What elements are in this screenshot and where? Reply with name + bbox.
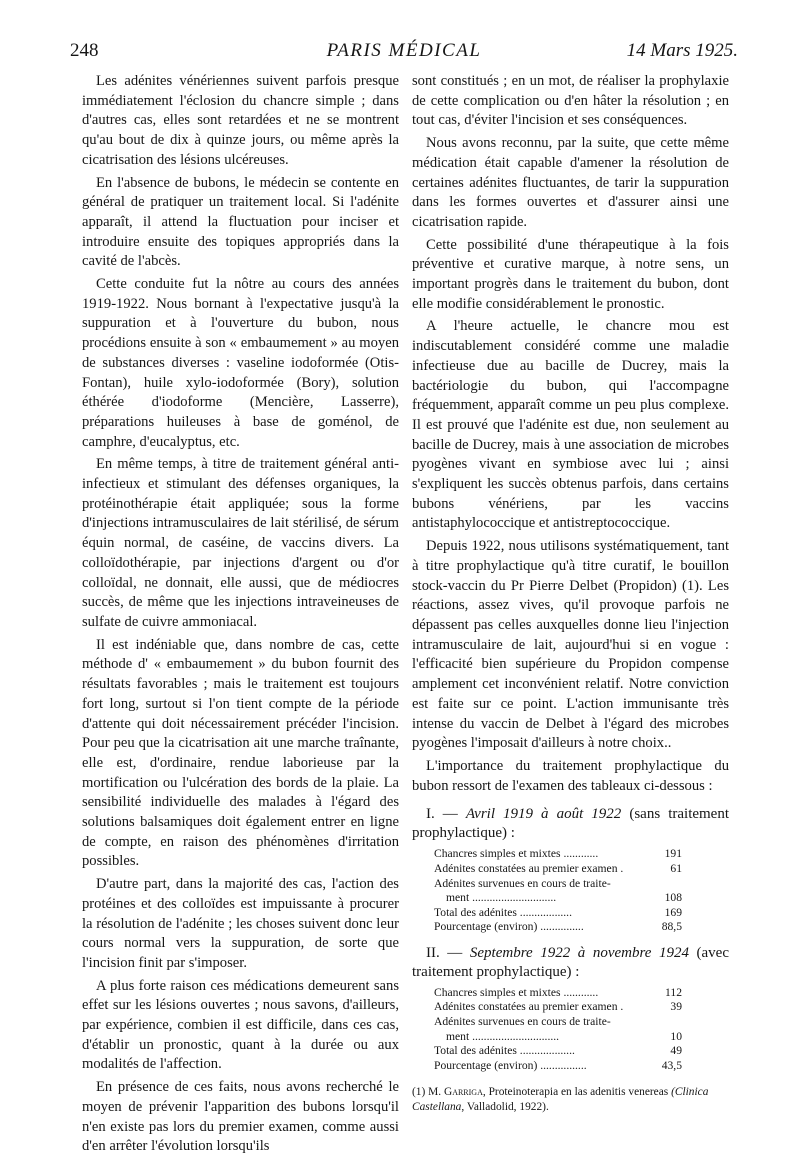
- right-column: [412, 72, 729, 1114]
- row-value: 61: [670, 861, 682, 875]
- row-label: Total des adénites ..................: [434, 905, 572, 919]
- table-row: [434, 862, 684, 877]
- table-2-number: II. —: [426, 944, 463, 961]
- table-row: [434, 920, 684, 935]
- row-label: Adénites constatées au premier examen .: [434, 861, 624, 875]
- row-label: Chancres simples et mixtes ............: [434, 847, 599, 861]
- page-number: 248: [70, 40, 99, 61]
- paragraph: Depuis 1922, nous utilisons systématiquement, tant à titre prophylactique qu'à titre curatif, le bouillon stock-vaccin du Pr Pierre Delbet (Propidon) (1). Les réactions, assez vives, qu'il provoque parfois ne dépassent pas celles auxquelles donne lieu l'injection intramusculaire de lait, aujourd'hui si en vogue : l'efficacité bien supérieure du Propidon compense amplement cet inconvénient relatif. Notre conviction est faite sur ce point. L'action immunisante très intense du vaccin de Delbet à l'égard des microbes pyogènes l'imposait d'ailleurs à notre choix..: [412, 538, 729, 752]
- table-row: [434, 1030, 684, 1045]
- row-value: 169: [664, 905, 682, 919]
- row-value: [648, 877, 684, 892]
- paragraph: L'importance du traitement prophylactique du bubon ressort de l'examen des tableaux ci-dessous :: [412, 757, 729, 794]
- paragraph: sont constitués ; en un mot, de réaliser la prophylaxie de cette complication ou d'en hâter la résolution ; en tout cas, d'éviter l'incision et ses conséquences.: [412, 73, 729, 129]
- table-1-number: I. —: [426, 806, 458, 823]
- row-label: Pourcentage (environ) ...............: [434, 920, 584, 934]
- row-value: 10: [670, 1029, 682, 1043]
- table-row: [434, 891, 684, 906]
- paragraph: A plus forte raison ces médications demeurent sans effet sur les lésions ouvertes ; nous savons, d'ailleurs, par expérience, combien il est difficile, dans ces cas, d'établir un pronostic, quant à la durée ou aux modalités de l'affection.: [82, 977, 399, 1073]
- row-label: ment .............................: [446, 891, 557, 905]
- table-row: [434, 877, 684, 892]
- row-value: [648, 1015, 684, 1030]
- table-1-period: Avril 1919 à août 1922: [465, 806, 622, 823]
- table-row: [434, 906, 684, 921]
- row-value: 49: [670, 1044, 682, 1058]
- paragraph: Cette possibilité d'une thérapeutique à la fois préventive et curative marque, à notre sens, un important progrès dans le traitement du bubon, dont elle modifie considérablement le pronostic.: [412, 236, 729, 312]
- table-2-period: Septembre 1922 à novembre 1924: [469, 944, 689, 961]
- paragraph: Les adénites vénériennes suivent parfois presque immédiatement l'éclosion du chancre simple ; dans d'autres cas, elles sont retardées et ne se montrent qu'au bout de dix à quinze jours, ou même après la cicatrisation des lésions ulcéreuses.: [82, 73, 399, 168]
- table-row: [434, 986, 684, 1001]
- row-value: 39: [670, 1000, 682, 1014]
- paragraph: En l'absence de bubons, le médecin se contente en général de pratiquer un traitement local. Si l'adénite apparaît, il attend la fluctuation pour inciser et introduire ensuite des topiques appropriés dans la cavité de l'abcès.: [82, 174, 399, 270]
- journal-title: PARIS MÉDICAL: [326, 40, 482, 61]
- paragraph: A l'heure actuelle, le chancre mou est indiscutablement considéré comme une maladie infectieuse due au bacille de Ducrey, mais la bactériologie du bubon, qui l'accompagne fréquemment, apparaît comme un peu plus complexe. Il est prouvé que l'adénite est due, non seulement au bacille de Ducrey, mais à une association de microbes pyogènes vivant en symbiose avec lui ; ainsi s'expliquent les succès obtenus parfois, dans certains bubons vénériens, par les vaccins antistaphylococcique et antistreptococcique.: [412, 318, 729, 532]
- table-1-heading: [412, 805, 729, 843]
- table-1-note: (sans traitement prophylactique) :: [412, 806, 730, 842]
- table-2: [434, 986, 684, 1074]
- paragraph: D'autre part, dans la majorité des cas, l'action des protéines et des colloïdes est impuissante à procurer la résolution de l'adénite ; les choses suivent donc leur cours normal vers la suppuration, de sorte que l'incision finit par s'imposer.: [82, 876, 399, 971]
- issue-date: 14 Mars 1925.: [626, 40, 738, 61]
- paragraph: Cette conduite fut la nôtre au cours des années 1919-1922. Nous bornant à l'expectative jusqu'à la suppuration et à l'ouverture du bubon, nous procédions ensuite à son « embaumement » au moyen de substances diverses : vaseline iodoformée (Otis-Fontan), huile xylo-iodoformée (Bory), solution éthérée d'iodoforme (Mencière, Lasserre), préparations huileuses à base de goménol, de camphre, d'eucalyptus, etc.: [82, 276, 399, 450]
- table-row: [434, 847, 684, 862]
- row-label: Pourcentage (environ) ................: [434, 1058, 587, 1072]
- row-label: Chancres simples et mixtes ............: [434, 985, 599, 999]
- row-value: 88,5: [661, 920, 682, 934]
- row-label: Adénites survenues en cours de traite-: [434, 1015, 611, 1029]
- left-column: [82, 72, 399, 1160]
- row-label: ment ..............................: [446, 1029, 560, 1043]
- paragraph: Nous avons reconnu, par la suite, que cette même médication était capable d'amener la résolution de certaines adénites fluctuantes, de tarir la suppuration dans les formes ouvertes et d'assurer ainsi une cicatrisation rapide.: [412, 135, 729, 230]
- page-header: [70, 40, 738, 64]
- footnote-title: , Proteinoterapia en las adenitis venereas: [482, 1086, 669, 1099]
- row-value: 112: [665, 985, 682, 999]
- footnote-author: Garriga: [443, 1086, 483, 1099]
- footnote: [412, 1085, 729, 1114]
- row-value: 108: [664, 891, 682, 905]
- footnote-rest: , Valladolid, 1922).: [461, 1100, 549, 1113]
- table-2-note: (avec traitement prophylactique) :: [412, 944, 729, 980]
- paragraph: En même temps, à titre de traitement général anti-infectieux et stimulant des défenses organiques, la protéinothérapie était appliquée; sous la forme d'injections intramusculaires de lait stérilisé, de sérum équin normal, de caséine, de vaccins divers. La colloïdothérapie, par injections d'argent ou d'or colloïdal, ne donnait, elle aussi, que de médiocres succès, de même que les injections intraveineuses de sulfate de cuivre ammoniacal.: [82, 456, 399, 630]
- footnote-marker: (1) M.: [412, 1086, 442, 1099]
- table-row: [434, 1059, 684, 1074]
- row-label: Adénites survenues en cours de traite-: [434, 876, 611, 890]
- table-row: [434, 1000, 684, 1015]
- table-row: [434, 1044, 684, 1059]
- row-value: 191: [664, 847, 682, 861]
- row-label: Total des adénites ...................: [434, 1044, 575, 1058]
- table-row: [434, 1015, 684, 1030]
- footnote-source: (Clinica Castellana: [412, 1086, 709, 1113]
- row-value: 43,5: [661, 1058, 682, 1072]
- paragraph: En présence de ces faits, nous avons recherché le moyen de prévenir l'apparition des bubons lorsqu'il n'en existe pas lors du premier examen, comme aussi d'en arrêter l'évolution lorsqu'ils: [82, 1079, 399, 1155]
- row-label: Adénites constatées au premier examen .: [434, 1000, 624, 1014]
- paragraph: Il est indéniable que, dans nombre de cas, cette méthode d' « embaumement » du bubon fournit des résultats favorables ; mais le traitement est toujours fort long, surtout si l'on tient compte de la période d'attente qui doit nécessairement précéder l'incision. Pour peu que la cicatrisation ait une marche traînante, elle est, d'ordinaire, rendue laborieuse par la mortification ou l'ulcération des bords de la plaie. La sensibilité individuelle des malades à l'égard des solutions balsamiques doit également entrer en ligne de compte, en raison des phénomènes d'irritation possibles.: [82, 636, 399, 870]
- table-2-heading: [412, 944, 729, 982]
- table-1: [434, 847, 684, 935]
